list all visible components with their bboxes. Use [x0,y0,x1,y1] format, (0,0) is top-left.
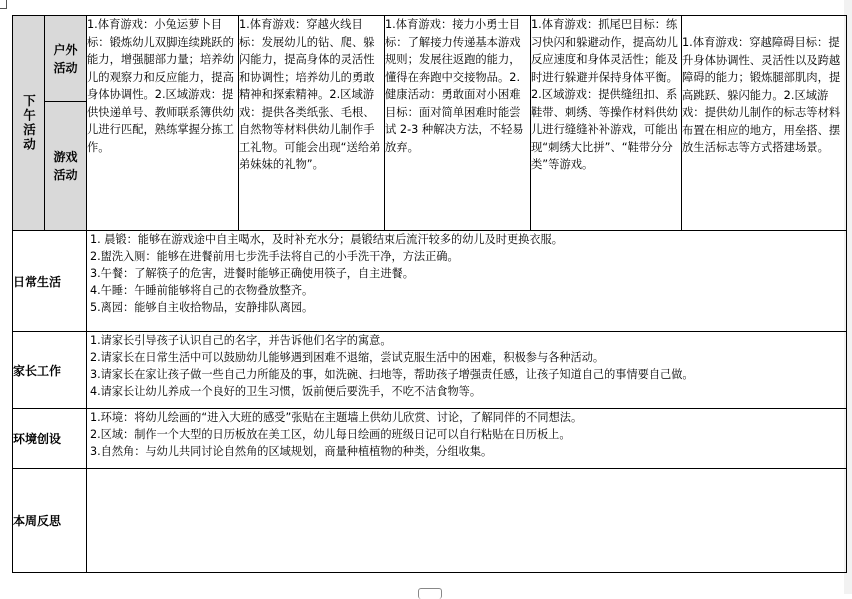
environment-item: 2.区域：制作一个大型的日历板放在美工区，幼儿每日绘画的班级日记可以自行粘贴在日历板上。 [90,428,571,441]
daily-item: 2.盥洗入厕：能够在进餐前用七步洗手法将自己的小手洗干净，方法正确。 [90,250,459,263]
daily-life-content [87,231,847,332]
afternoon-cell-4: 1.体育游戏：抓尾巴目标：练习快闪和躲避动作，提高幼儿反应速度和身体灵活性；能及时进行躲避并保持身体平衡。2.区域游戏：提供缝纽扣、系鞋带、刺绣、等操作材料供幼儿进行缝缝补补游戏，可能出现“刺绣大比拼”、“鞋带分分类”等游戏。 [531,16,682,231]
afternoon-activity-header [13,16,45,231]
daily-life-label: 日常生活 [13,274,62,289]
afternoon-activity-label: 下午活动 [21,94,37,152]
environment-item: 1.环境：将幼儿绘画的“进入大班的感受”张贴在主题墙上供幼儿欣赏、讨论，了解同伴的不同想法。 [90,411,583,424]
environment-row [13,409,847,469]
environment-item: 3.自然角：与幼儿共同讨论自然角的区域规划，商量种植植物的种类，分组收集。 [90,445,493,458]
afternoon-cell-5: 1.体育游戏：穿越障碍目标：提升身体协调性、灵活性以及跨越障碍的能力；锻炼腿部肌肉，提高跳跃、躲闪能力。2.区域游戏：提供幼儿制作的标志等材料布置在相应的地方，用垒搭、摆放生活标志等方式搭建场景。 [682,16,847,231]
daily-item: 5.离园：能够自主收拾物品，安静排队离园。 [90,301,314,314]
afternoon-cell-1: 1.体育游戏：小兔运萝卜目标：锻炼幼儿双脚连续跳跃的能力，增强腿部力量；培养幼儿的观察力和反应能力，提高身体协调性。2.区域游戏：提供快递单号、教师联系簿供幼儿进行匹配，熟练掌握分拣工作。 [87,16,239,231]
reflection-content[interactable] [87,469,847,573]
parents-item: 2.请家长在日常生活中可以鼓励幼儿能够遇到困难不退缩，尝试克服生活中的困难，积极参与各种活动。 [90,351,605,364]
environment-header [13,409,87,469]
weekly-plan-table [12,15,847,573]
parents-item: 4.请家长让幼儿养成一个良好的卫生习惯，饭前便后要洗手，不吃不洁食物等。 [90,385,482,398]
parents-item: 1.请家长引导孩子认识自己的名字，并告诉他们名字的寓意。 [90,334,392,347]
environment-content [87,409,847,469]
afternoon-cell-2: 1.体育游戏：穿越火线目标：发展幼儿的钻、爬、躲闪能力，提高身体的灵活性和协调性；培养幼儿的勇敢精神和探索精神。2.区域游戏：提供各类纸张、毛根、自然物等材料供幼儿制作手工礼物。可能会出现“送给弟弟妹妹的礼物”。 [239,16,385,231]
page-corner-mark [0,0,7,9]
reflection-row [13,469,847,573]
parents-work-header [13,332,87,409]
daily-life-header [13,231,87,332]
daily-life-row [13,231,847,332]
daily-item: 3.午餐：了解筷子的危害，进餐时能够正确使用筷子，自主进餐。 [90,267,414,280]
environment-label: 环境创设 [13,432,62,446]
parents-work-content [87,332,847,409]
parents-work-label: 家长工作 [13,363,62,378]
parents-work-row [13,332,847,409]
afternoon-outdoor-row [13,16,847,102]
afternoon-cell-3: 1.体育游戏：接力小勇士目标：了解接力传递基本游戏规则；发展往返跑的能力，懂得在奔跑中交接物品。2.健康活动：勇敢面对小困难目标：面对简单困难时能尝试 2-3 种解决方法，不轻易放弃。 [385,16,531,231]
parents-item: 3.请家长在家让孩子做一些自己力所能及的事，如洗碗、扫地等，帮助孩子增强责任感，让孩子知道自己的事情要自己做。 [90,368,694,381]
game-activity-header [45,102,87,231]
reflection-header [13,469,87,573]
daily-item: 1. 晨锻：能够在游戏途中自主喝水，及时补充水分；晨锻结束后流汗较多的幼儿及时更换衣服。 [90,233,563,246]
reflection-label: 本周反思 [13,514,62,528]
daily-item: 4.午睡：午睡前能够将自己的衣物叠放整齐。 [90,284,314,297]
outdoor-activity-label: 户外活动 [53,42,78,75]
outdoor-activity-header [45,16,87,102]
game-activity-label: 游戏活动 [53,150,78,182]
